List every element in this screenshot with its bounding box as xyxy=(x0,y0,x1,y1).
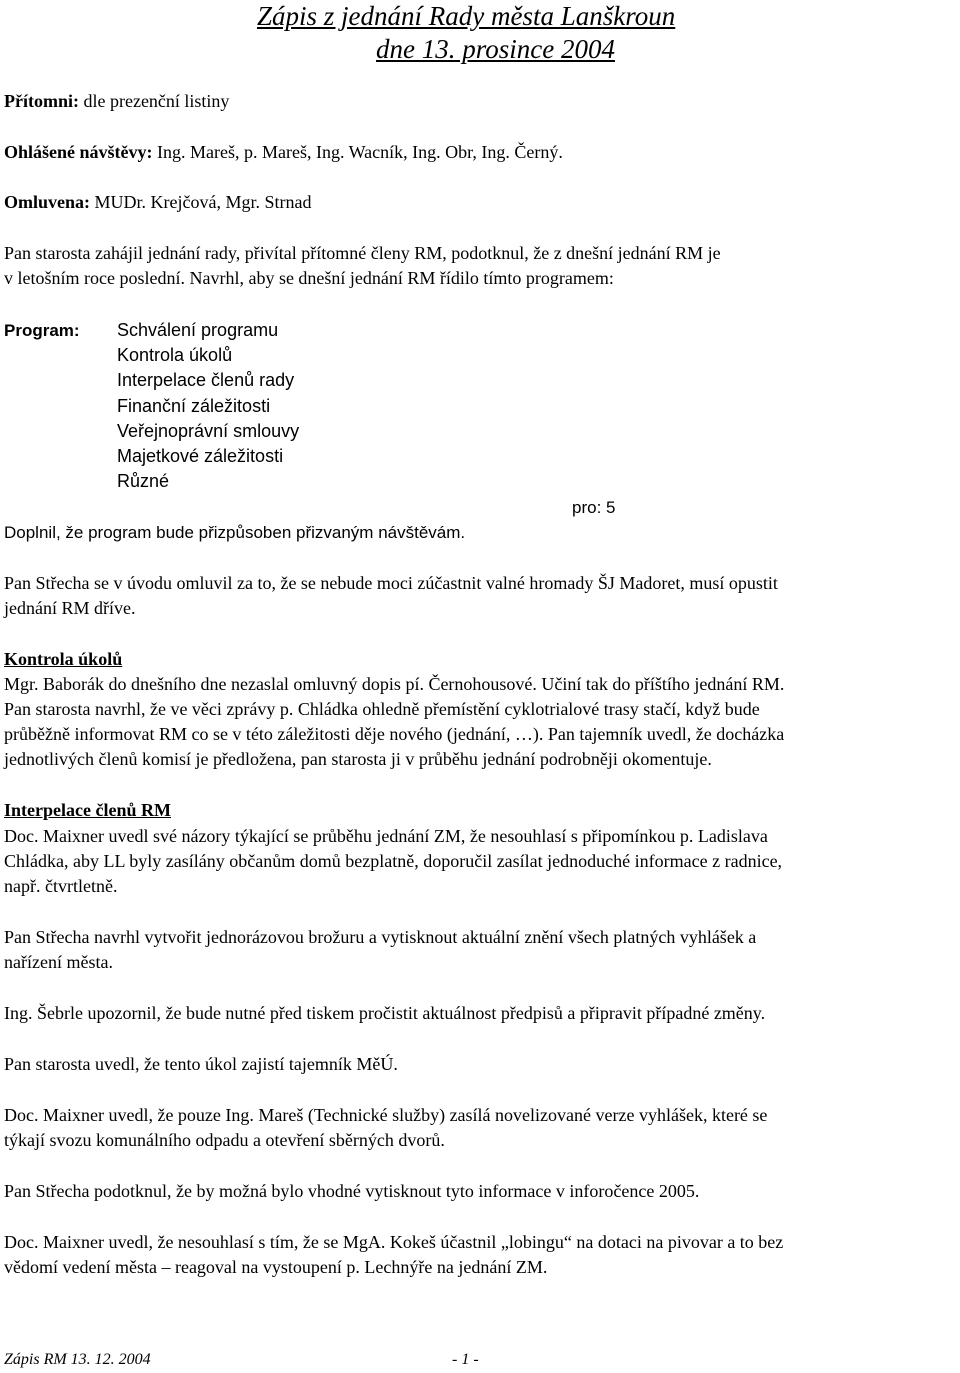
program-item: Interpelace členů rady xyxy=(117,370,295,390)
excused-label: Omluvena: xyxy=(4,192,91,212)
vote-result: pro: 5 xyxy=(572,498,616,517)
strecha-note-line-1: Pan Střecha se v úvodu omluvil za to, že se nebude moci zúčastnit valné hromady ŠJ Madoret, musí opustit xyxy=(4,573,778,593)
paragraph-line: např. čtvrtletně. xyxy=(4,876,118,896)
footer-page-number: - 1 - xyxy=(452,1351,479,1368)
document-title: Zápis z jednání Rady města Lanškroun xyxy=(257,1,676,31)
program-item: Finanční záležitosti xyxy=(117,396,271,416)
paragraph-line: průběžně informovat RM co se v této záležitosti děje nového (jednání, …). Pan tajemník uvedl, že docházka xyxy=(4,724,785,744)
present-row xyxy=(4,89,229,114)
visits-value: Ing. Mareš, p. Mareš, Ing. Wacník, Ing. Obr, Ing. Černý. xyxy=(152,142,563,162)
program-note: Doplnil, že program bude přizpůsoben přizvaným návštěvám. xyxy=(4,523,466,542)
paragraph-line: nařízení města. xyxy=(4,952,113,972)
excused-row xyxy=(4,190,311,215)
paragraph-line: Doc. Maixner uvedl, že pouze Ing. Mareš (Technické služby) zasílá novelizované verze vyhlášek, které se xyxy=(4,1105,768,1125)
visits-label: Ohlášené návštěvy: xyxy=(4,142,153,162)
intro-line-2: v letošním roce poslední. Navrhl, aby se dnešní jednání RM řídilo tímto programem: xyxy=(4,268,614,288)
present-label: Přítomni: xyxy=(4,91,79,111)
paragraph-line: Ing. Šebrle upozornil, že bude nutné před tiskem pročistit aktuálnost předpisů a připravit případné změny. xyxy=(4,1003,766,1023)
program-label: Program: xyxy=(4,321,80,340)
program-item: Schválení programu xyxy=(117,320,279,340)
program-item: Různé xyxy=(117,471,170,491)
paragraph-line: Doc. Maixner uvedl své názory týkající se průběhu jednání ZM, že nesouhlasí s připomínkou p. Ladislava xyxy=(4,826,768,846)
program-item: Majetkové záležitosti xyxy=(117,446,284,466)
present-value: dle prezenční listiny xyxy=(78,91,230,111)
strecha-note-line-2: jednání RM dříve. xyxy=(4,598,136,618)
section-heading-interpelace: Interpelace členů RM xyxy=(4,800,171,820)
paragraph-line: Pan Střecha navrhl vytvořit jednorázovou brožuru a vytisknout aktuální znění všech platných vyhlášek a xyxy=(4,927,757,947)
paragraph-line: Chládka, aby LL byly zasílány občanům domů bezplatně, doporučil zasílat jednoduché informace z radnice, xyxy=(4,851,783,871)
visits-row xyxy=(4,140,563,165)
document-date: dne 13. prosince 2004 xyxy=(376,34,615,64)
paragraph-line: Pan starosta navrhl, že ve věci zprávy p. Chládka ohledně přemístění cyklotrialové trasy stačí, když bude xyxy=(4,699,760,719)
program-item: Kontrola úkolů xyxy=(117,345,233,365)
section-heading-kontrola: Kontrola úkolů xyxy=(4,649,123,669)
paragraph-line: jednotlivých členů komisí je předložena, pan starosta ji v průběhu jednání podrobněji okomentuje. xyxy=(4,749,712,769)
paragraph-line: Doc. Maixner uvedl, že nesouhlasí s tím, že se MgA. Kokeš účastnil „lobingu“ na dotaci na pivovar a to bez xyxy=(4,1232,784,1252)
intro-line-1: Pan starosta zahájil jednání rady, přivítal přítomné členy RM, podotknul, že z dnešní jednání RM je xyxy=(4,243,721,263)
excused-value: MUDr. Krejčová, Mgr. Strnad xyxy=(90,192,312,212)
paragraph-line: Pan starosta uvedl, že tento úkol zajistí tajemník MěÚ. xyxy=(4,1054,398,1074)
paragraph-line: vědomí vedení města – reagoval na vystoupení p. Lechnýře na jednání ZM. xyxy=(4,1257,548,1277)
paragraph-line: Mgr. Baborák do dnešního dne nezaslal omluvný dopis pí. Černohousové. Učiní tak do příštího jednání RM. xyxy=(4,674,785,694)
paragraph-line: Pan Střecha podotknul, že by možná bylo vhodné vytisknout tyto informace v inforočence 2005. xyxy=(4,1181,700,1201)
footer-left: Zápis RM 13. 12. 2004 xyxy=(4,1351,151,1368)
paragraph-line: týkají svozu komunálního odpadu a otevření sběrných dvorů. xyxy=(4,1130,445,1150)
program-item: Veřejnoprávní smlouvy xyxy=(117,421,300,441)
